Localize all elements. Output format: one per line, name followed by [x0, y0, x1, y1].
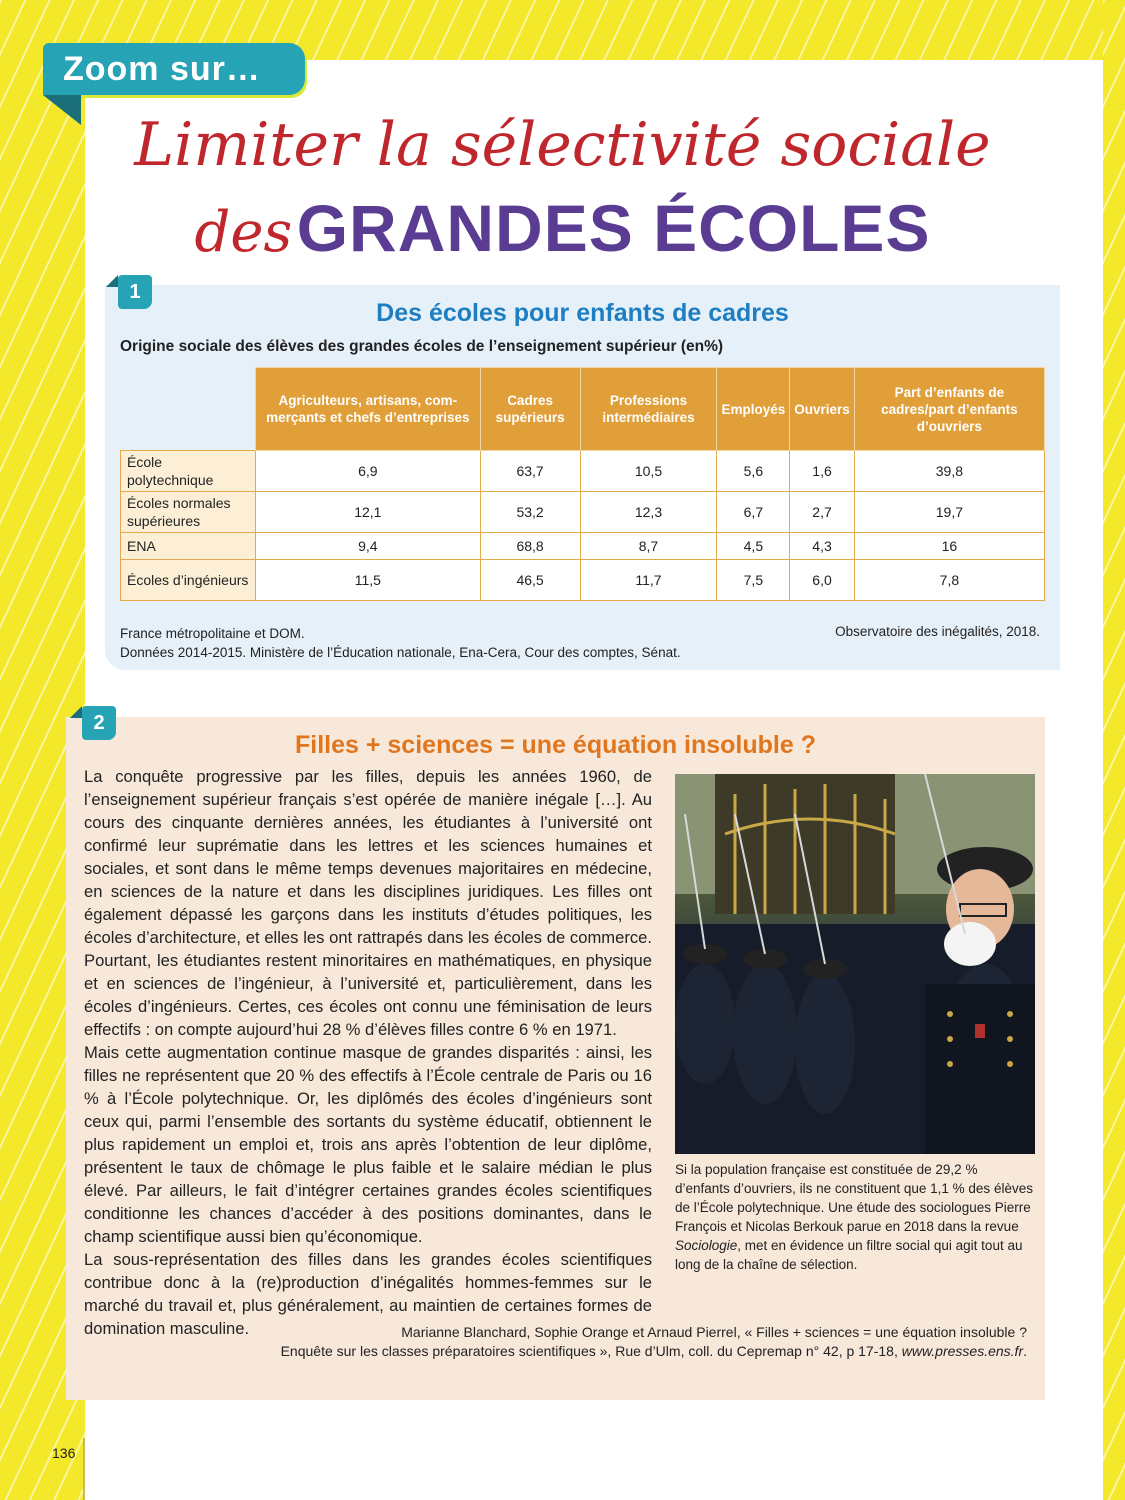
table-cell: 7,8: [854, 560, 1044, 601]
source-line-1: France métropolitaine et DOM.: [120, 626, 305, 641]
table-cell: 12,1: [256, 492, 481, 533]
table-cell: 46,5: [480, 560, 580, 601]
doc1-source: [120, 624, 681, 662]
table-cell: 8,7: [580, 533, 717, 560]
column-header: Ouvriers: [790, 368, 855, 451]
column-header: Cadres supérieurs: [480, 368, 580, 451]
doc1-source-right: Observatoire des inégalités, 2018.: [835, 624, 1040, 639]
doc2-citation: [281, 1323, 1027, 1361]
page-title-line1: Limiter la sélectivité sociale: [134, 110, 991, 180]
photo-illustration: [675, 774, 1035, 1154]
table-cell: 39,8: [854, 451, 1044, 492]
title-prefix: des: [194, 200, 293, 265]
paragraph: La sous-représentation des filles dans les grandes écoles scientifiques contribue donc à la (re)production d’inégalités hommes-femmes sur le marché du travail et, plus généralement, au maintien de certaines formes de domination masculine.: [84, 1250, 652, 1338]
page-number-rule: [83, 1438, 85, 1500]
table-row: [121, 492, 1045, 533]
table-cell: 16: [854, 533, 1044, 560]
table-row: [121, 533, 1045, 560]
caption-text-end: , met en évidence un filtre social qui agit tout au long de la chaîne de sélection.: [675, 1238, 1023, 1272]
row-label: École polytechnique: [121, 451, 256, 492]
row-label: Écoles d’ingénieurs: [121, 560, 256, 601]
document-1: [105, 285, 1060, 670]
caption-journal: Sociologie: [675, 1238, 738, 1253]
table-cell: 11,5: [256, 560, 481, 601]
table-cell: 6,0: [790, 560, 855, 601]
table-corner: [121, 368, 256, 451]
table-cell: 68,8: [480, 533, 580, 560]
table-cell: 1,6: [790, 451, 855, 492]
citation-line-2: [281, 1342, 1027, 1361]
caption-text: Si la population française est constituée de 29,2 % d’enfants d’ouvriers, ils ne constituent que 1,1 % des élèves de l’École polytechnique. Une étude des sociologues Pierre François et Nicolas Berkouk parue en 2018 dans la revue: [675, 1162, 1033, 1234]
table-cell: 63,7: [480, 451, 580, 492]
cadets-parade-photo: [675, 774, 1035, 1154]
title-main: GRANDES ÉCOLES: [296, 191, 931, 265]
doc1-subtitle: Origine sociale des élèves des grandes écoles de l’enseignement supérieur (en%): [120, 338, 724, 355]
doc1-badge-fold: [106, 275, 118, 287]
table-cell: 5,6: [717, 451, 790, 492]
table-cell: 12,3: [580, 492, 717, 533]
table-cell: 6,7: [717, 492, 790, 533]
row-label: ENA: [121, 533, 256, 560]
table-cell: 53,2: [480, 492, 580, 533]
table-cell: 9,4: [256, 533, 481, 560]
table-cell: 10,5: [580, 451, 717, 492]
table-cell: 19,7: [854, 492, 1044, 533]
doc1-title: Des écoles pour enfants de cadres: [376, 299, 789, 327]
doc2-body: [84, 765, 652, 1340]
page-title-line2: [0, 190, 1125, 266]
column-header: Agriculteurs, artisans, com-merçants et chefs d’entreprises: [256, 368, 481, 451]
table-row: [121, 451, 1045, 492]
citation-end: .: [1023, 1343, 1027, 1359]
paragraph: La conquête progressive par les filles, depuis les années 1960, de l’enseignement supérieur français s’est opérée de manière inégale […]. Au cours des cinquante dernières années, les étudiantes à l’université ont confirmé leur suprématie dans les lettres et les sciences humaines et sociales, et sont dans le même temps devenues majoritaires en médecine, en sciences de la nature et dans les disciplines juridiques. Les filles ont également dépassé les garçons dans les instituts d’études politiques, les écoles d’architecture, et elles les ont rattrapés dans les écoles de commerce. Pourtant, les étudiantes restent minoritaires en mathématiques, en physique et en sciences de l’ingénieur, à l’université et, particulièrement, dans les écoles d’ingénieurs. Certes, ces écoles ont connu une féminisation de leurs effectifs : on compte aujourd’hui 28 % d’élèves filles contre 6 % en 1971.: [84, 767, 652, 1039]
column-header: Professions intermédiaires: [580, 368, 717, 451]
row-label: Écoles normales supérieures: [121, 492, 256, 533]
column-header: Employés: [717, 368, 790, 451]
doc2-badge: 2: [82, 706, 116, 740]
page-number: 136: [52, 1445, 76, 1461]
table-header-row: [121, 368, 1045, 451]
citation-text: Enquête sur les classes préparatoires scientifiques », Rue d’Ulm, coll. du Cepremap n° 42, p 17-18,: [280, 1343, 902, 1359]
table-cell: 11,7: [580, 560, 717, 601]
paragraph: Mais cette augmentation continue masque de grandes disparités : ainsi, les filles ne représentent que 20 % des effectifs à l’École centrale de Paris ou 16 % à l’École polytechnique. Or, les diplômés des écoles d’ingénieurs sont ceux qui, parmi l’ensemble des sortants du système éducatif, obtiennent le plus rapidement un emploi et, trois ans après l’obtention de leur diplôme, présentent le taux de chômage le plus faible et le salaire médian le plus élevé. Par ailleurs, le fait d’intégrer certaines grandes écoles scientifiques conditionne les chances d’accéder à des positions dominantes, dans le champ scientifique aussi bien qu’économique.: [84, 1043, 652, 1246]
table-cell: 4,3: [790, 533, 855, 560]
table-cell: 7,5: [717, 560, 790, 601]
document-2: [66, 717, 1045, 1400]
doc1-badge: 1: [118, 275, 152, 309]
source-line-2: Données 2014-2015. Ministère de l’Éducation nationale, Ena-Cera, Cour des comptes, Sénat.: [120, 645, 681, 660]
social-origin-table: [120, 367, 1045, 601]
citation-url: www.presses.ens.fr: [901, 1343, 1024, 1359]
doc2-title: Filles + sciences = une équation insoluble ?: [295, 731, 816, 759]
table-row: [121, 560, 1045, 601]
doc2-badge-fold: [70, 706, 82, 718]
photo-caption: [675, 1160, 1033, 1274]
table-cell: 2,7: [790, 492, 855, 533]
citation-line-1: Marianne Blanchard, Sophie Orange et Arnaud Pierrel, « Filles + sciences = une équation insoluble ?: [401, 1324, 1027, 1340]
table-cell: 6,9: [256, 451, 481, 492]
zoom-tab: Zoom sur…: [43, 43, 305, 95]
table-cell: 4,5: [717, 533, 790, 560]
column-header: Part d’enfants de cadres/part d’enfants d’ouvriers: [854, 368, 1044, 451]
